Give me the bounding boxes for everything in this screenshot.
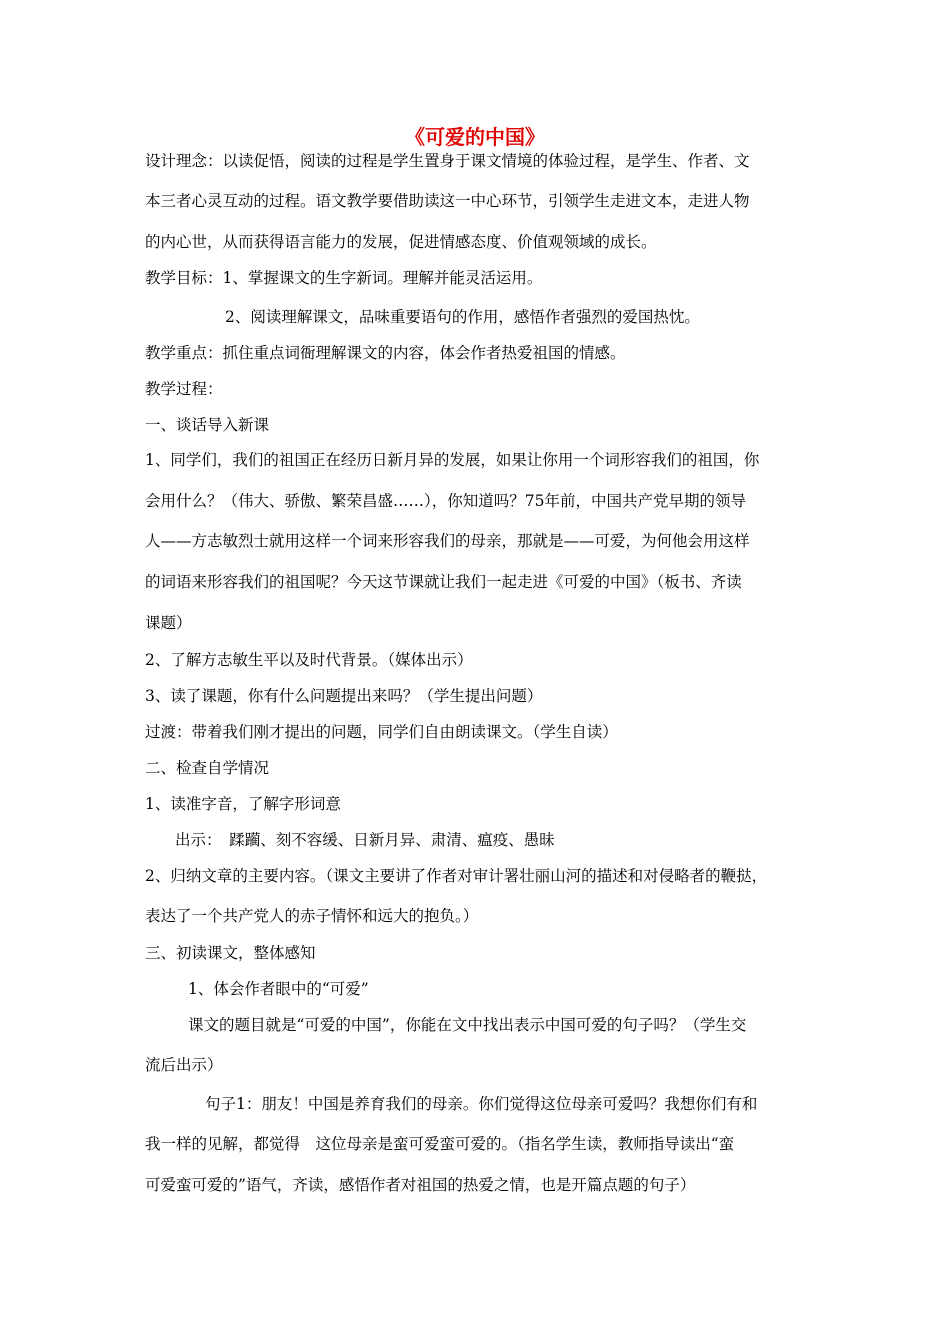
vocabulary-display: 出示： 蹂躏、刻不容缓、日新月异、肃清、瘟疫、愚昧 [175, 831, 555, 849]
item-3-1-text-line-2: 流后出示） [145, 1056, 223, 1074]
section-2-heading: 二、检查自学情况 [145, 759, 270, 777]
document-title: 《可爱的中国》 [405, 125, 545, 149]
item-2-2-line-1: 2、归纳文章的主要内容。（课文主要讲了作者对审计署壮丽山河的描述和对侵略者的鞭挞， [145, 867, 768, 885]
item-3-1-text-line-1: 课文的题目就是“可爱的中国”，你能在文中找出表示中国可爱的句子吗？（学生交 [188, 1016, 747, 1034]
teaching-goal-2: 2、阅读理解课文，品味重要语句的作用，感悟作者强烈的爱国热忱。 [225, 308, 700, 326]
item-1-3: 3、读了课题，你有什么问题提出来吗？（学生提出问题） [145, 687, 543, 705]
sentence-1-line-3: 可爱蛮可爱的”语气，齐读，感悟作者对祖国的热爱之情，也是开篇点题的句子） [145, 1176, 696, 1194]
design-concept-line-1: 设计理念：以读促悟，阅读的过程是学生置身于课文情境的体验过程，是学生、作者、文 [145, 152, 750, 170]
sentence-1-line-1: 句子1：朋友！中国是养育我们的母亲。你们觉得这位母亲可爱吗？我想你们有和 [205, 1095, 758, 1113]
design-concept-line-2: 本三者心灵互动的过程。语文教学要借助读这一中心环节，引领学生走进文本，走进人物 [145, 192, 750, 210]
section-3-heading: 三、初读课文，整体感知 [145, 944, 316, 962]
teaching-focus: 教学重点：抓住重点词衙理解课文的内容，体会作者热爱祖国的情感。 [145, 344, 626, 362]
teaching-process-heading: 教学过程： [145, 380, 223, 398]
item-1-1-line-1: 1、同学们，我们的祖国正在经历日新月异的发展，如果让你用一个词形容我们的祖国，你 [145, 451, 760, 469]
design-concept-line-3: 的内心世，从而获得语言能力的发展，促进情感态度、价值观领域的成长。 [145, 233, 657, 251]
transition-line: 过渡：带着我们刚才提出的问题，同学们自由朗读课文。（学生自读） [145, 723, 618, 741]
item-1-1-line-2: 会用什么？（伟大、骄傲、繁荣昌盛……），你知道吗？75年前，中国共产党早期的领导 [145, 492, 746, 510]
item-1-1-line-4: 的词语来形容我们的祖国呢？今天这节课就让我们一起走进《可爱的中国》（板书、齐读 [145, 573, 742, 591]
item-2-1: 1、读准字音，了解字形词意 [145, 795, 341, 813]
section-1-heading: 一、谈话导入新课 [145, 416, 270, 434]
item-1-1-line-3: 人——方志敏烈士就用这样一个词来形容我们的母亲，那就是——可爱，为何他会用这样 [145, 532, 750, 550]
item-3-1: 1、体会作者眼中的“可爱” [188, 980, 369, 998]
teaching-goal-1: 教学目标：1、掌握课文的生字新词。理解并能灵活运用。 [145, 269, 543, 287]
item-2-2-line-2: 表达了一个共产党人的赤子情怀和远大的抱负。） [145, 907, 479, 925]
item-1-1-line-5: 课题） [145, 614, 192, 632]
item-1-2: 2、了解方志敏生平以及时代背景。（媒体出示） [145, 651, 473, 669]
sentence-1-line-2: 我一样的见解，都觉得 这位母亲是蛮可爱蛮可爱的。（指名学生读，教师指导读出“蛮 [145, 1135, 735, 1153]
